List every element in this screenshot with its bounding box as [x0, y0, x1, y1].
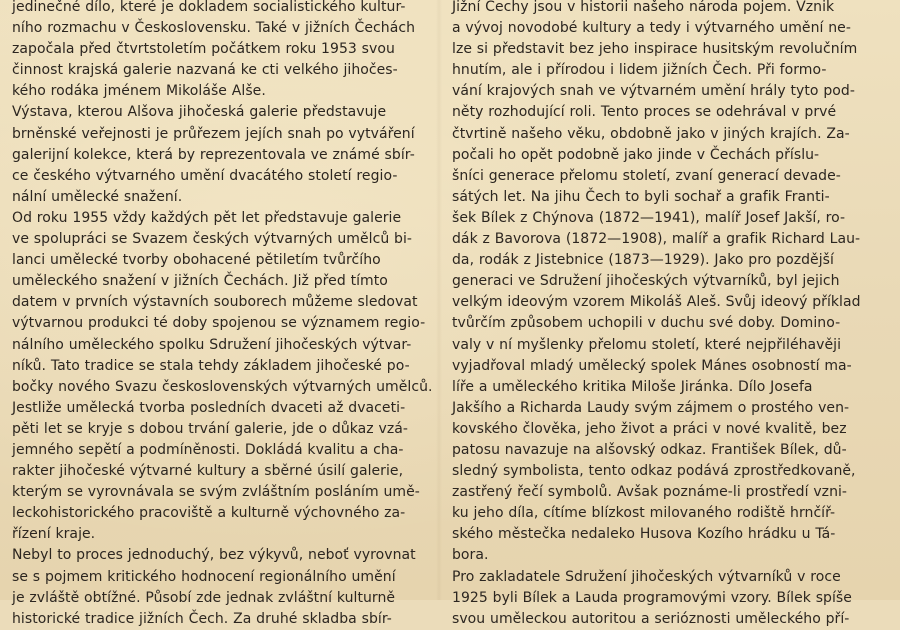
text-line: Jižní Čechy jsou v historii našeho národa pojem. Vznik — [452, 0, 835, 15]
text-line: uměleckého snažení v jižních Čechách. Již před tímto — [12, 273, 388, 290]
paragraph-start: Výstava, kterou Alšova jihočeská galerie představuje — [12, 104, 387, 121]
text-line: se s pojmem kritického hodnocení regionálního umění — [12, 568, 396, 585]
text-line: hnutím, ale i přírodou i lidem jižních Čech. Při formo- — [452, 62, 827, 79]
text-line: da, rodák z Jistebnice (1873—1929). Jako pro pozdější — [452, 252, 834, 269]
text-line: bora. — [452, 547, 489, 564]
text-line: tvůrčím způsobem uchopili v duchu své doby. Domino- — [452, 315, 841, 332]
text-line: patosu navazuje na alšovský odkaz. František Bílek, dů- — [452, 441, 847, 458]
text-line: lanci umělecké tvorby obohacené pětiletím tvůrčího — [12, 252, 381, 269]
text-line: líře a uměleckého kritika Miloše Jiránka. Dílo Josefa — [452, 378, 813, 395]
text-line: leckohistorického pracoviště a kulturně výchovného za- — [12, 505, 406, 522]
text-line: je zvláště obtížné. Působí zde jednak zvláštní kulturně — [12, 589, 396, 606]
text-line: pěti let se kryje s dobou trvání galerie, jde o důkaz vzá- — [12, 420, 408, 437]
text-line: vyjadřoval mladý umělecký spolek Mánes osobností ma- — [452, 357, 852, 374]
paragraph-start: Jestliže umělecká tvorba posledních dvaceti až dvaceti- — [12, 399, 406, 416]
text-line: nálního uměleckého spolku Sdružení jihočeských výtvar- — [12, 336, 412, 353]
text-line: vání krajových snah ve výtvarném umění hrály tyto pod- — [452, 83, 855, 100]
text-line: 1925 byli Bílek a Lauda programovými vzory. Bílek spíše — [452, 589, 852, 606]
text-line: dák z Bavorova (1872—1908), malíř a grafik Richard Lau- — [452, 231, 861, 248]
text-line: ce českého výtvarného umění dvacátého století regio- — [12, 167, 398, 184]
text-line: započala před čtvrtstoletím počátkem roku 1953 svou — [12, 41, 395, 58]
text-column-right — [452, 0, 882, 630]
text-line: čtvrtině našeho věku, obdobně jako v jiných krajích. Za- — [452, 125, 850, 142]
text-line: kého rodáka jménem Mikoláše Alše. — [12, 83, 266, 100]
paragraph-start: Nebyl to proces jednoduchý, bez výkyvů, neboť vyrovnat — [12, 547, 416, 564]
text-line: činnost krajská galerie nazvaná ke cti velkého jihočes- — [12, 62, 398, 79]
text-line: Jakšího a Richarda Laudy svým zájmem o prostého ven- — [452, 399, 850, 416]
text-line: historické tradice jižních Čech. Za druhé skladba sbír- — [12, 610, 392, 627]
paragraph-start: Pro zakladatele Sdružení jihočeských výtvarníků v roce — [452, 568, 841, 585]
text-column-left — [12, 0, 433, 630]
text-line: řízení kraje. — [12, 526, 96, 543]
text-line: kovského člověka, jeho život a práci v nové kvalitě, bez — [452, 420, 847, 437]
text-line: níků. Tato tradice se stala tehdy základem jihočeské po- — [12, 357, 410, 374]
text-line: něty rozhodující roli. Tento proces se odehrával v prvé — [452, 104, 837, 121]
text-line: lze si představit bez jeho inspirace husitským revolučním — [452, 41, 858, 58]
text-line: sledný symbolista, tento odkaz podává zprostředkovaně, — [452, 463, 856, 480]
text-line: velkým ideovým vzorem Mikoláš Aleš. Svůj ideový příklad — [452, 294, 861, 311]
text-line: rakter jihočeské výtvarné kultury a sběrné úsilí galerie, — [12, 463, 404, 480]
text-line: a vývoj novodobé kultury a tedy i výtvarného umění ne- — [452, 20, 851, 37]
text-line: počali ho opět podobně jako jinde v Čechách příslu- — [452, 146, 820, 163]
text-line: nální umělecké snažení. — [12, 188, 183, 205]
text-line: zastřený řečí symbolů. Avšak poznáme-li prostředí vzni- — [452, 484, 848, 501]
text-line: šníci generace přelomu století, zvaní generací devade- — [452, 167, 841, 184]
text-line: sátých let. Na jihu Čech to byli sochař a grafik Franti- — [452, 188, 830, 205]
text-line: ku jeho díla, cítíme blízkost milovaného rodiště hrnčíř- — [452, 505, 836, 522]
text-line: jemného sepětí a podmíněnosti. Dokládá kvalitu a cha- — [12, 441, 404, 458]
text-line: valy v ní myšlenky přelomu století, které nejpřiléhavěji — [452, 336, 842, 353]
text-line: jedinečné dílo, které je dokladem socialistického kultur- — [12, 0, 406, 15]
text-line: brněnské veřejnosti je průřezem jejích snah po vytváření — [12, 125, 415, 142]
text-line: ního rozmachu v Československu. Také v jižních Čechách — [12, 20, 416, 37]
paragraph-start: Od roku 1955 vždy každých pět let představuje galerie — [12, 209, 402, 226]
text-line: galerijní kolekce, která by reprezentovala ve známé sbír- — [12, 146, 415, 163]
text-line: datem v prvních výstavních souborech můžeme sledovat — [12, 294, 418, 311]
text-line: svou uměleckou autoritou a serióznosti uměleckého pří- — [452, 610, 850, 627]
text-line: ve spolupráci se Svazem českých výtvarných umělců bi- — [12, 231, 413, 248]
text-line: výtvarnou produkci té doby spojenou se významem regio- — [12, 315, 426, 332]
text-line: ského městečka nedaleko Husova Kozího hrádku u Tá- — [452, 526, 836, 543]
text-line: generaci ve Sdružení jihočeských výtvarníků, byl jejich — [452, 273, 840, 290]
text-line: šek Bílek z Chýnova (1872—1941), malíř Josef Jakší, ro- — [452, 209, 846, 226]
column-gutter — [436, 0, 442, 600]
text-line: bočky nového Svazu československých výtvarných umělců. — [12, 378, 433, 395]
text-line: kterým se vyrovnávala se svým zvláštním posláním umě- — [12, 484, 420, 501]
